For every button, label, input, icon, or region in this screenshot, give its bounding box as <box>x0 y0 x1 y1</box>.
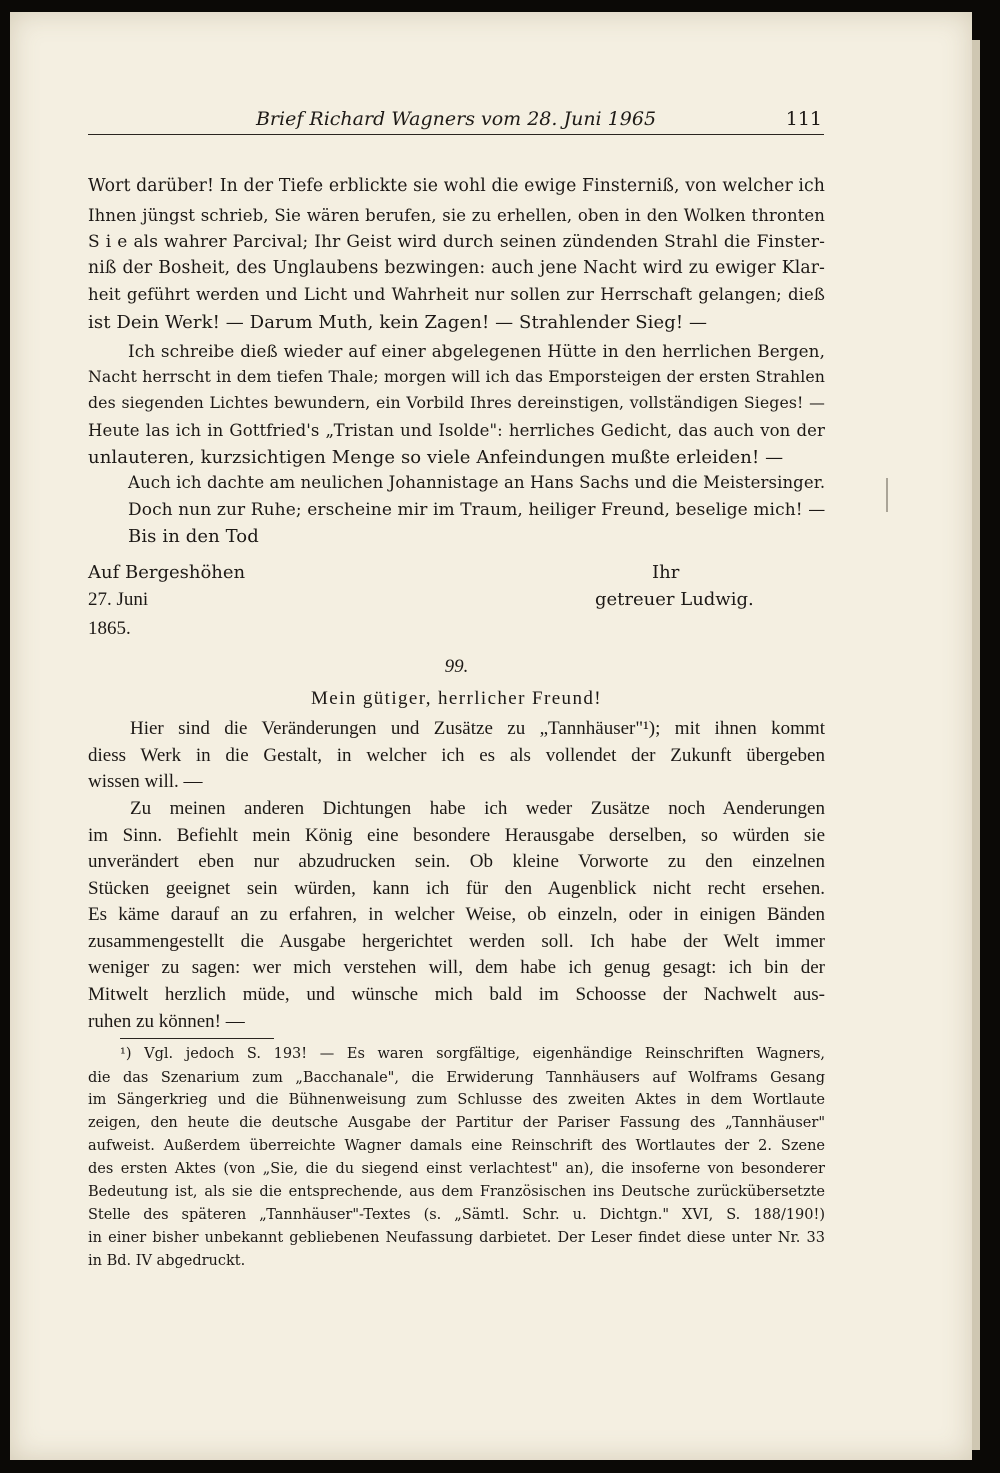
text-line: heit geführt werden und Licht und Wahrheit nur sollen zur Herrschaft gelangen; dieß <box>88 285 825 304</box>
text-line: Doch nun zur Ruhe; erscheine mir im Traum, heiliger Freund, beselige mich! — <box>128 500 826 520</box>
footnote-line: aufweist. Außerdem überreichte Wagner damals eine Reinschrift des Wortlautes der 2. Szene <box>88 1138 825 1154</box>
closing-yours: Ihr <box>652 562 680 583</box>
footnote-line: Stelle des späteren „Tannhäuser"-Textes (s. „Sämtl. Schr. u. Dichtgn." XVI, S. 188/190!) <box>88 1207 825 1223</box>
text-line: Bis in den Tod <box>128 526 259 547</box>
closing-place: Auf Bergeshöhen <box>88 562 246 583</box>
text-line: Auch ich dachte am neulichen Johannistage an Hans Sachs und die Meistersinger. <box>128 473 826 492</box>
text-line: wissen will. — <box>88 771 203 792</box>
page-edge <box>972 40 980 1450</box>
text-line: Mitwelt herzlich müde, und wünsche mich bald im Schoosse der Nachwelt aus- <box>88 984 825 1005</box>
closing-signature: getreuer Ludwig. <box>595 589 754 610</box>
text-line: ist Dein Werk! — Darum Muth, kein Zagen! — Strahlender Sieg! — <box>88 312 708 333</box>
page-number: 111 <box>785 108 822 130</box>
text-line: unverändert eben nur abzudrucken sein. Ob kleine Vorworte zu den einzelnen <box>88 851 825 872</box>
running-title: Brief Richard Wagners vom 28. Juni 1965 <box>255 108 657 130</box>
text-line: diess Werk in die Gestalt, in welcher ich es als vollendet der Zukunft übergeben <box>88 745 825 766</box>
text-line: unlauteren, kurzsichtigen Menge so viele Anfeindungen mußte erleiden! — <box>88 447 784 468</box>
text-line: Es käme darauf an zu erfahren, in welcher Weise, ob einzeln, oder in einigen Bänden <box>88 904 825 925</box>
margin-mark <box>886 478 888 512</box>
letter-number: 99. <box>444 656 469 677</box>
text-line: niß der Bosheit, des Unglaubens bezwingen: auch jene Nacht wird zu ewiger Klar- <box>88 258 825 278</box>
text-line: Stücken geeignet sein würden, kann ich für den Augenblick nicht recht ersehen. <box>88 878 825 899</box>
footnote-line: zeigen, den heute die deutsche Ausgabe der Partitur der Pariser Fassung des „Tannhäuser" <box>88 1115 825 1131</box>
closing-date: 27. Juni <box>88 589 149 610</box>
footnote-rule <box>120 1038 274 1039</box>
text-line: Zu meinen anderen Dichtungen habe ich weder Zusätze noch Aenderungen <box>130 798 825 819</box>
text-line: Heute las ich in Gottfried's „Tristan und Isolde": herrliches Gedicht, das auch von der <box>88 421 825 440</box>
text-line: Nacht herrscht in dem tiefen Thale; morgen will ich das Emporsteigen der ersten Strahlen <box>88 367 825 386</box>
text-line: weniger zu sagen: wer mich verstehen will, dem habe ich genug gesagt: ich bin der <box>88 957 825 978</box>
text-line: Hier sind die Veränderungen und Zusätze zu „Tannhäuser"¹); mit ihnen kommt <box>130 718 825 739</box>
closing-year: 1865. <box>88 618 131 639</box>
salutation: Mein gütiger, herrlicher Freund! <box>311 688 602 709</box>
footnote-line: ¹) Vgl. jedoch S. 193! — Es waren sorgfältige, eigenhändige Reinschriften Wagners, <box>120 1046 825 1062</box>
text-line: ruhen zu können! — <box>88 1011 245 1032</box>
page-header <box>88 108 824 135</box>
text-line: Wort darüber! In der Tiefe erblickte sie wohl die ewige Finsterniß, von welcher ich <box>88 176 825 196</box>
text-line: des siegenden Lichtes bewundern, ein Vorbild Ihres dereinstigen, vollständigen Sieges! — <box>88 393 825 412</box>
text-line: Ich schreibe dieß wieder auf einer abgelegenen Hütte in den herrlichen Bergen, <box>128 341 825 361</box>
footnote-line: des ersten Aktes (von „Sie, die du siegend einst verlachtest" an), die insoferne von besonderer <box>88 1161 825 1177</box>
footnote-line: in einer bisher unbekannt gebliebenen Neufassung darbietet. Der Leser findet diese unter Nr. 33 <box>88 1230 825 1246</box>
text-line: Ihnen jüngst schrieb, Sie wären berufen, sie zu erhellen, oben in den Wolken thronten <box>88 206 825 225</box>
footnote-line: in Bd. IV abgedruckt. <box>88 1253 246 1269</box>
footnote-line: die das Szenarium zum „Bacchanale", die Erwiderung Tannhäusers auf Wolframs Gesang <box>88 1070 825 1086</box>
text-line: im Sinn. Befiehlt mein König eine besondere Herausgabe derselben, so würden sie <box>88 825 825 846</box>
footnote-line: Bedeutung ist, als sie die entsprechende, aus dem Französischen ins Deutsche zurückübersetzte <box>88 1184 825 1200</box>
footnote-line: im Sängerkrieg und die Bühnenweisung zum Schlusse des zweiten Aktes in dem Wortlaute <box>88 1092 825 1108</box>
text-line: zusammengestellt die Ausgabe hergerichtet werden soll. Ich habe der Welt immer <box>88 931 825 952</box>
text-line: S i e als wahrer Parcival; Ihr Geist wird durch seinen zündenden Strahl die Finster- <box>88 232 825 252</box>
